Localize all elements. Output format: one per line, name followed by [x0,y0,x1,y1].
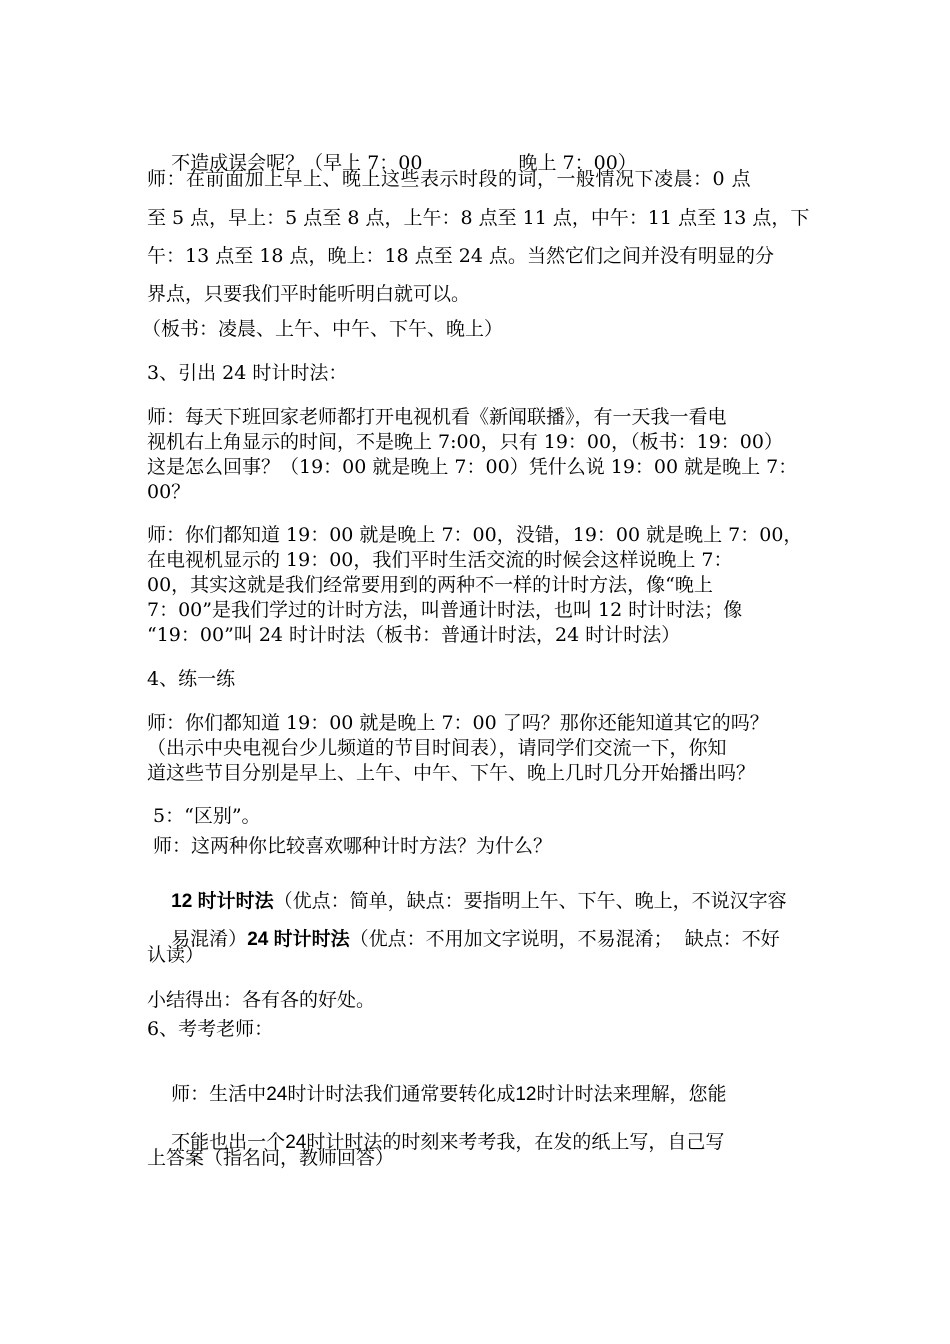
text-line: 上答案（指名问，教师回答） [147,1147,395,1169]
text-line: 7：00”是我们学过的计时方法，叫普通计时法，也叫 12 时计时法；像 [147,599,743,621]
number-segment: 24 [266,1084,288,1105]
text-line: 在电视机显示的 19：00，我们平时生活交流的时候会这样说晚上 7： [147,549,733,571]
text-line: 界点，只要我们平时能听明白就可以。 [147,283,471,305]
text-segment: （优点：简单，缺点：要指明上午、下午、晚上，不说汉字容 [273,890,787,912]
text-line: 师：每天下班回家老师都打开电视机看《新闻联播》，有一天我一看电 [147,406,727,428]
text-line: 00，其实这就是我们经常要用到的两种不一样的计时方法，像“晚上 [147,574,713,596]
text-line: （出示中央电视台少儿频道的节目时间表），请同学们交流一下，你知 [147,737,727,759]
text-line: 视机右上角显示的时间，不是晚上 7:00，只有 19：00，（板书：19：00） [147,431,783,453]
section-heading: 3、引出 24 时计时法： [147,362,348,384]
text-line: 小结得出：各有各的好处。 [147,989,376,1011]
bold-term: 24 时计时法 [247,929,350,950]
section-heading: 4、练一练 [147,668,236,690]
text-line: （板书：凌晨、上午、中午、下午、晚上） [142,318,504,340]
bold-term: 12 时计时法 [171,891,274,912]
text-line: 认读） [147,944,205,966]
text-segment: 不能也出一个 [171,1131,286,1153]
text-segment: 时计时法来理解，您能 [536,1083,727,1105]
text-segment: （优点：不用加文字说明，不易混淆； 缺点：不好 [349,928,780,950]
text-line: 师：在前面加上早上、晚上这些表示时段的词，一般情况下凌晨：0 点 [147,168,752,190]
text-segment: 时计时法我们通常要转化成 [287,1083,516,1105]
text-segment: 师：生活中 [171,1083,267,1105]
section-heading: 6、考考老师： [147,1018,274,1040]
text-line: 午：13 点至 18 点，晚上：18 点至 24 点。当然它们之间并没有明显的分 [147,245,774,267]
text-line: “19：00”叫 24 时计时法（板书：普通计时法，24 时计时法） [147,624,681,646]
text-line: 师：这两种你比较喜欢哪种计时方法？为什么？ [147,835,553,857]
text-segment: 时计时法的时刻来考考我，在发的纸上写，自己写 [306,1131,725,1153]
number-segment: 24 [285,1132,307,1153]
text-segment: 易混淆） [171,928,248,950]
text-line: 这是怎么回事？（19：00 就是晚上 7：00）凭什么说 19：00 就是晚上 7： [147,456,798,478]
text-segment: 不造成误会呢？（早上 7：00 [171,152,423,174]
section-heading: 5：“区别”。 [147,805,261,827]
text-segment: 晚上 7：00） [518,152,637,174]
text-line: 至 5 点，早上：5 点至 8 点，上午：8 点至 11 点，中午：11 点至 13 点，下 [147,207,810,229]
text-line: 师：你们都知道 19：00 就是晚上 7：00 了吗？那你还能知道其它的吗？ [147,712,769,734]
number-segment: 12 [515,1084,537,1105]
text-line [147,902,780,973]
text-line: 师：你们都知道 19：00 就是晚上 7：00，没错，19：00 就是晚上 7：00， [147,524,803,546]
text-line: 道这些节目分别是早上、上午、中午、下午、晚上几时几分开始播出吗？ [147,762,756,784]
text-line: 00？ [147,481,191,503]
